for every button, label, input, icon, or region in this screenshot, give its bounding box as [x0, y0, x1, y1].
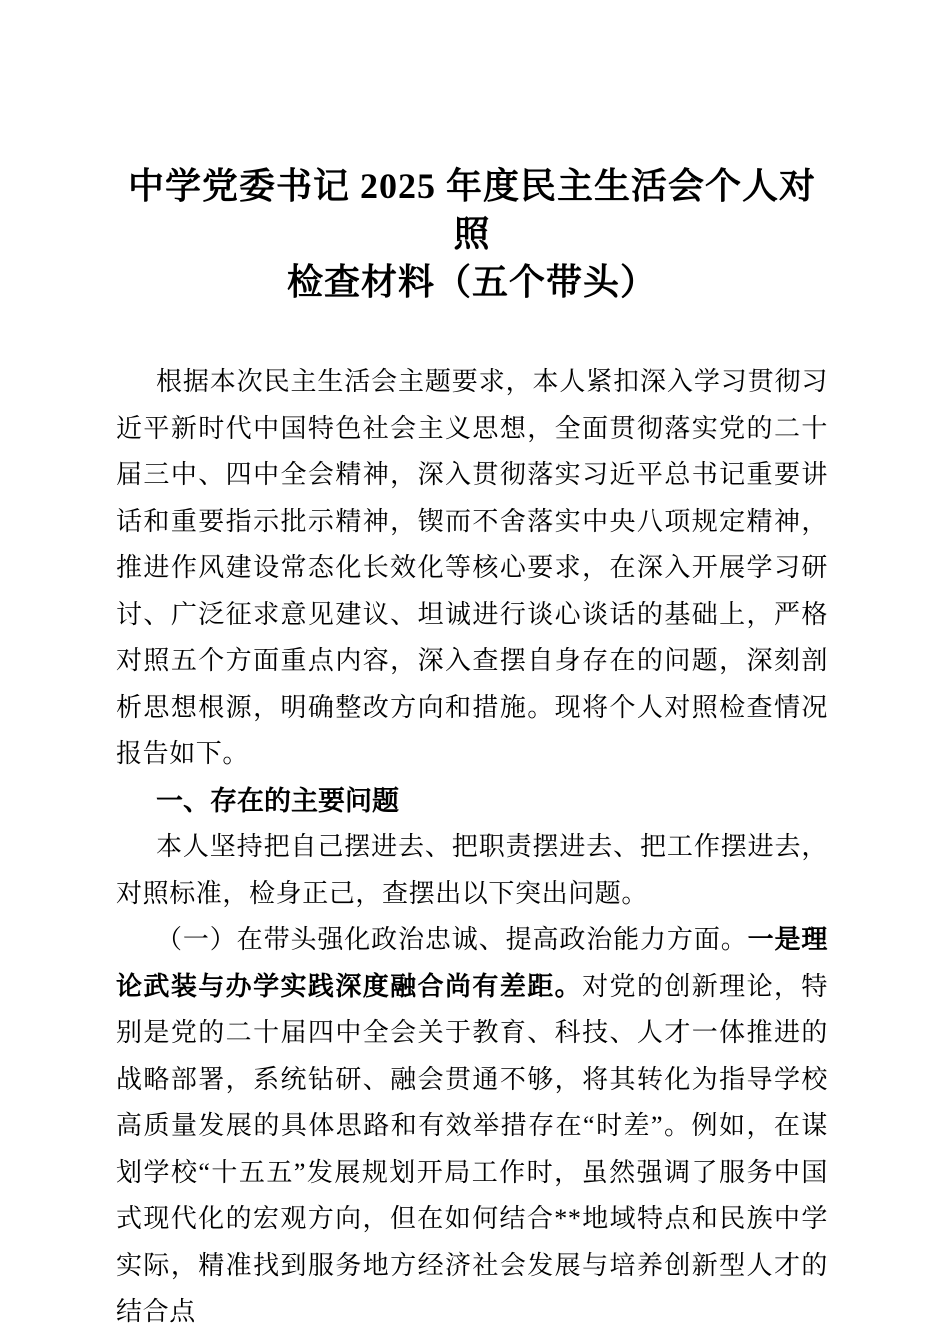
title-line-2: 检查材料（五个带头）: [286, 262, 657, 302]
bold-emphasis-text: 一是理论武装与办学实践深度融合尚有差距。: [116, 925, 828, 1001]
paragraph: [116, 917, 828, 1336]
paragraph: 本人坚持把自己摆进去、把职责摆进去、把工作摆进去，对照标准，检身正己，查摆出以下突出问题。: [116, 832, 828, 908]
body-text-run: 对党的创新理论，特别是党的二十届四中全会关于教育、科技、人才一体推进的战略部署，系统钻研、融会贯通不够，将其转化为指导学校高质量发展的具体思路和有效举措存在“时差”。例如，在谋划学校“十五五”发展规划开局工作时，虽然强调了服务中国式现代化的宏观方向，但在如何结合**地域特点和民族中学实际，精准找到服务地方经济社会发展与培养创新型人才的结合点: [116, 971, 829, 1326]
body-text-run: （一）在带头强化政治忠诚、提高政治能力方面。: [156, 925, 748, 954]
section-heading: 一、存在的主要问题: [156, 785, 399, 816]
document-body: [116, 359, 828, 1336]
document-title: [116, 162, 828, 306]
title-line-1: 中学党委书记 2025 年度民主生活会个人对照: [127, 166, 816, 254]
document-content: [116, 162, 828, 1336]
paragraph: 根据本次民主生活会主题要求，本人紧扣深入学习贯彻习近平新时代中国特色社会主义思想，全面贯彻落实党的二十届三中、四中全会精神，深入贯彻落实习近平总书记重要讲话和重要指示批示精神，锲而不舍落实中央八项规定精神，推进作风建设常态化长效化等核心要求，在深入开展学习研讨、广泛征求意见建议、坦诚进行谈心谈话的基础上，严格对照五个方面重点内容，深入查摆自身存在的问题，深刻剖析思想根源，明确整改方向和措施。现将个人对照检查情况报告如下。: [116, 367, 828, 768]
